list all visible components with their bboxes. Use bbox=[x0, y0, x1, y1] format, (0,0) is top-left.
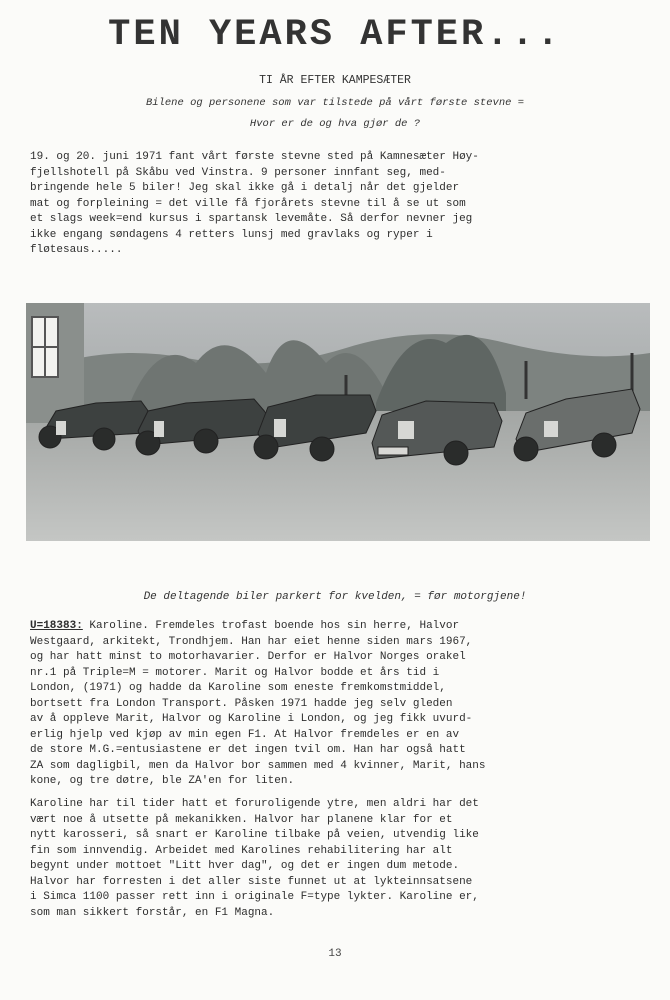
cars-photo-illustration bbox=[26, 303, 650, 541]
article-title: TEN YEARS AFTER... bbox=[108, 14, 562, 56]
page-number: 13 bbox=[328, 948, 342, 960]
paragraph-karoline bbox=[30, 619, 650, 790]
registration-label: U=18383: bbox=[30, 620, 83, 632]
paragraph-karoline-condition: Karoline har til tider hatt et foruroligende ytre, men aldri har det vært noe å utsette på mekanikken. Halvor har planene klar for et nytt karosseri, så snart er Karoline tilbake på veien, utvendig like fin som innvendig. Arbeidet med Karolines rehabilitering har alt begynt under mottoet "Litt hver dag", og det er ingen dum metode. Halvor har forresten i det aller siste funnet ut at lykteinnsatsene i Simca 1100 passer rett inn i originale F=type lykter. Karoline er, som man sikkert forstår, en F1 Magna. bbox=[30, 798, 479, 919]
photo-caption: De deltagende biler parkert for kvelden, = før motorgjene! bbox=[143, 591, 527, 603]
article-subtitle: TI ÅR EFTER KAMPESÆTER bbox=[259, 74, 411, 87]
paragraph-karoline-text: Karoline. Fremdeles trofast boende hos sin herre, Halvor Westgaard, arkitekt, Trondhjem. Han har eiet henne siden mars 1967, og har hatt minst to motorhavarier. Derfor er Halvor Norges orakel nr.1 på Triple=M = motorer. Marit og Halvor bodde et års tid i London, (1971) og hadde da Karoline som eneste fremkomstmiddel, bortsett fra London Transport. Påsken 1971 hadde jeg selv gleden av å oppleve Marit, Halvor og Karoline i London, og jeg fikk uvurd- erlig hjelp ved kjøp av min egen F1. At Halvor fremdeles er en av de store M.G.=entusiastene er det ingen tvil om. Han har også hatt ZA som dagligbil, men da Halvor bor sammen med 4 kvinner, Marit, hans kone, og tre døtre, ble ZA'en for liten. bbox=[30, 620, 486, 787]
intro-line-1: Bilene og personene som var tilstede på vårt første stevne = bbox=[145, 97, 525, 109]
intro-line-2: Hvor er de og hva gjør de ? bbox=[249, 118, 421, 130]
paragraph-intro: 19. og 20. juni 1971 fant vårt første stevne sted på Kamnesæter Høy- fjellshotell på Skåbu ved Vinstra. 9 personer innfant seg, med- bringende hele 5 biler! Jeg skal ikke gå i detalj når det gjelder mat og forpleining = det ville få fjorårets stevne til å se ut som et slags week=end kursus i spartansk levemåte. Så derfor nevner jeg ikke engang søndagens 4 retters lunsj med gravlaks og ryper i fløtesaus..... bbox=[30, 151, 479, 256]
cars-photo bbox=[26, 303, 650, 541]
